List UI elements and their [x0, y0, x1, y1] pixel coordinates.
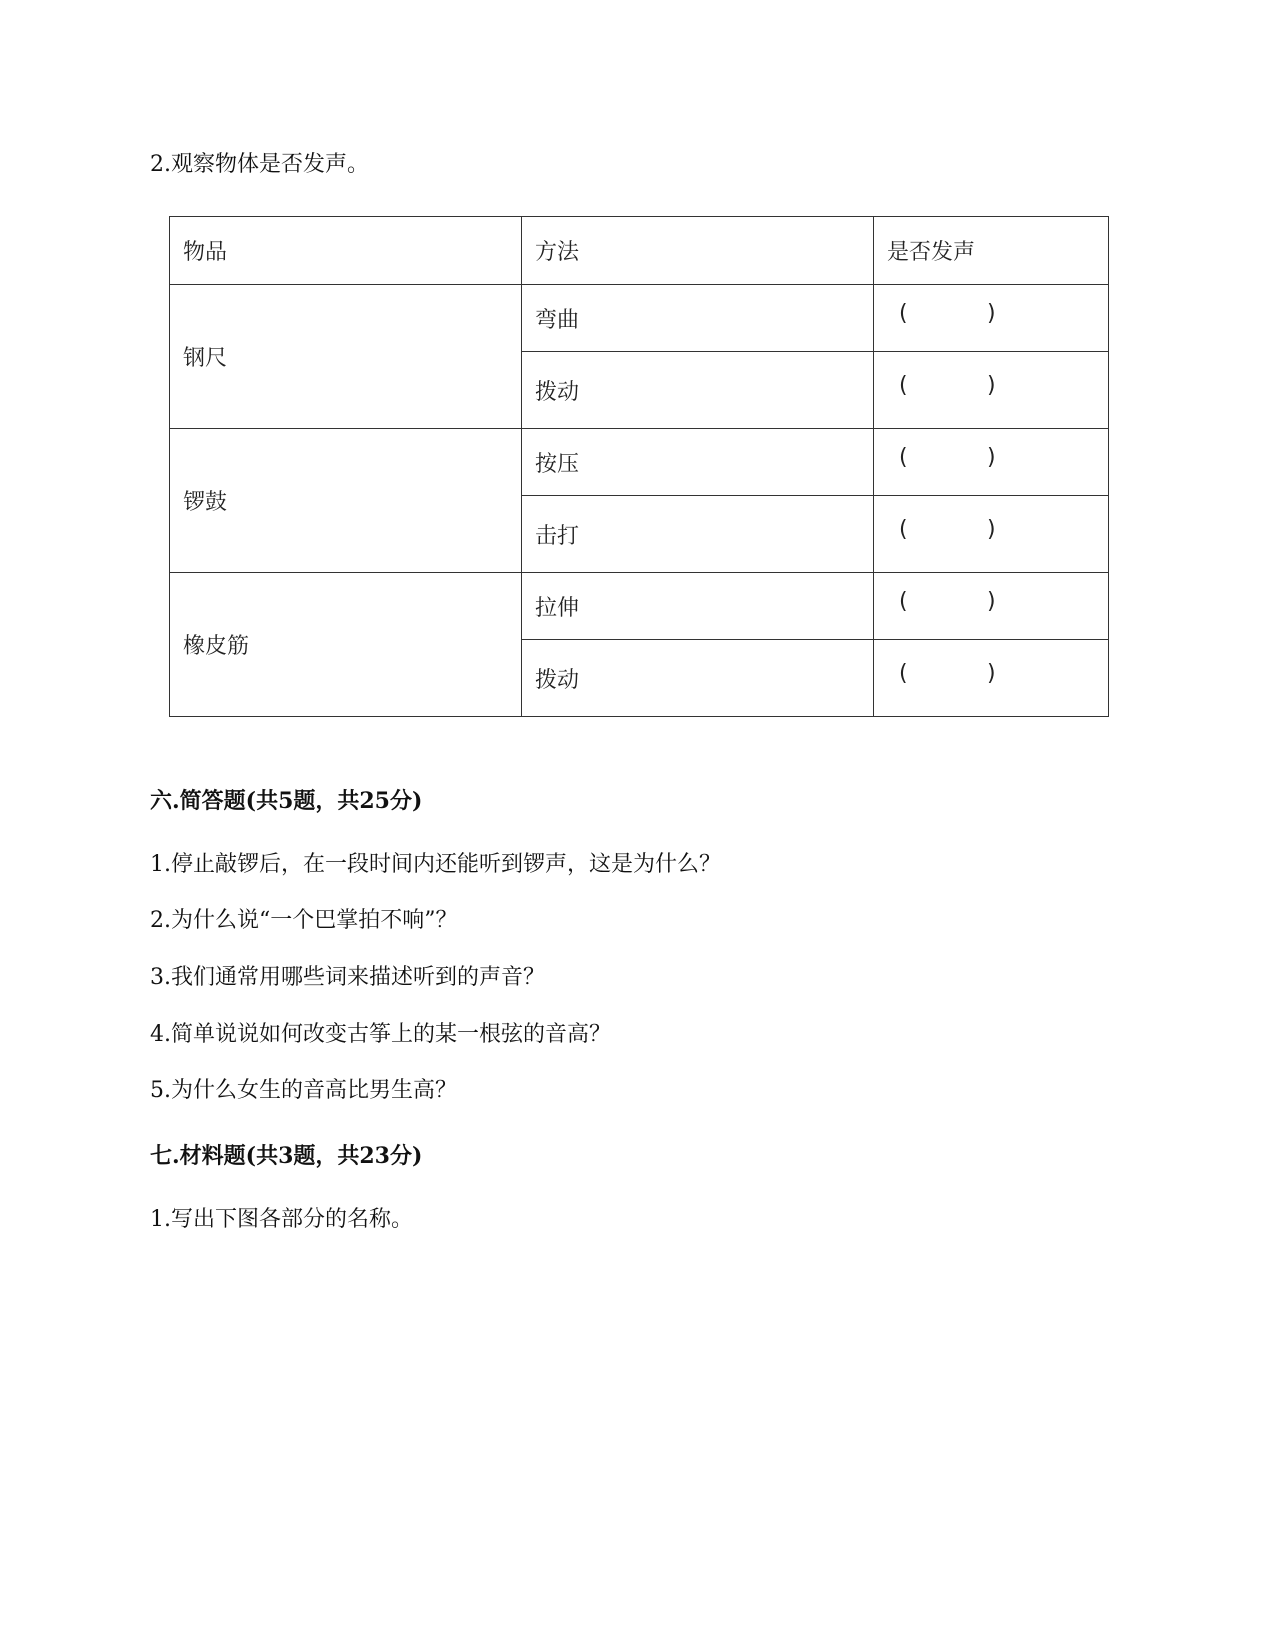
method-cell: 拨动 — [522, 640, 874, 717]
header-sound: 是否发声 — [874, 217, 1109, 285]
item-cell: 锣鼓 — [170, 429, 522, 573]
blank-close: ) — [987, 589, 996, 614]
section6-title: 六.简答题(共5题，共25分) — [150, 788, 423, 814]
blank-open: ( — [899, 661, 908, 686]
intro-question: 2.观察物体是否发声。 — [150, 152, 369, 177]
blank-open: ( — [899, 301, 908, 326]
item-cell: 钢尺 — [170, 285, 522, 429]
blank-close: ) — [987, 517, 996, 542]
section6-question-2: 2.为什么说“一个巴掌拍不响”？ — [150, 908, 458, 933]
table-row — [170, 285, 1109, 352]
table-header-row — [170, 217, 1109, 285]
section6-question-5: 5.为什么女生的音高比男生高？ — [150, 1078, 457, 1103]
blank-close: ) — [987, 445, 996, 470]
item-cell: 橡皮筋 — [170, 573, 522, 717]
answer-blank[interactable] — [874, 352, 1109, 429]
answer-blank[interactable] — [874, 429, 1109, 496]
answer-blank[interactable] — [874, 285, 1109, 352]
blank-close: ) — [987, 301, 996, 326]
blank-open: ( — [899, 373, 908, 398]
section7-question-1: 1.写出下图各部分的名称。 — [150, 1207, 413, 1232]
method-cell: 拨动 — [522, 352, 874, 429]
blank-close: ) — [987, 373, 996, 398]
section6-question-1: 1.停止敲锣后，在一段时间内还能听到锣声，这是为什么？ — [150, 852, 721, 877]
blank-open: ( — [899, 589, 908, 614]
header-method: 方法 — [522, 217, 874, 285]
blank-close: ) — [987, 661, 996, 686]
section6-question-3: 3.我们通常用哪些词来描述听到的声音？ — [150, 965, 545, 990]
section6-question-4: 4.简单说说如何改变古筝上的某一根弦的音高？ — [150, 1022, 611, 1047]
blank-open: ( — [899, 517, 908, 542]
answer-blank[interactable] — [874, 573, 1109, 640]
observation-table — [169, 216, 1109, 717]
method-cell: 按压 — [522, 429, 874, 496]
answer-blank[interactable] — [874, 640, 1109, 717]
method-cell: 拉伸 — [522, 573, 874, 640]
method-cell: 击打 — [522, 496, 874, 573]
blank-open: ( — [899, 445, 908, 470]
answer-blank[interactable] — [874, 496, 1109, 573]
section7-title: 七.材料题(共3题，共23分) — [150, 1143, 423, 1169]
header-item: 物品 — [170, 217, 522, 285]
table-row — [170, 573, 1109, 640]
table-row — [170, 429, 1109, 496]
method-cell: 弯曲 — [522, 285, 874, 352]
